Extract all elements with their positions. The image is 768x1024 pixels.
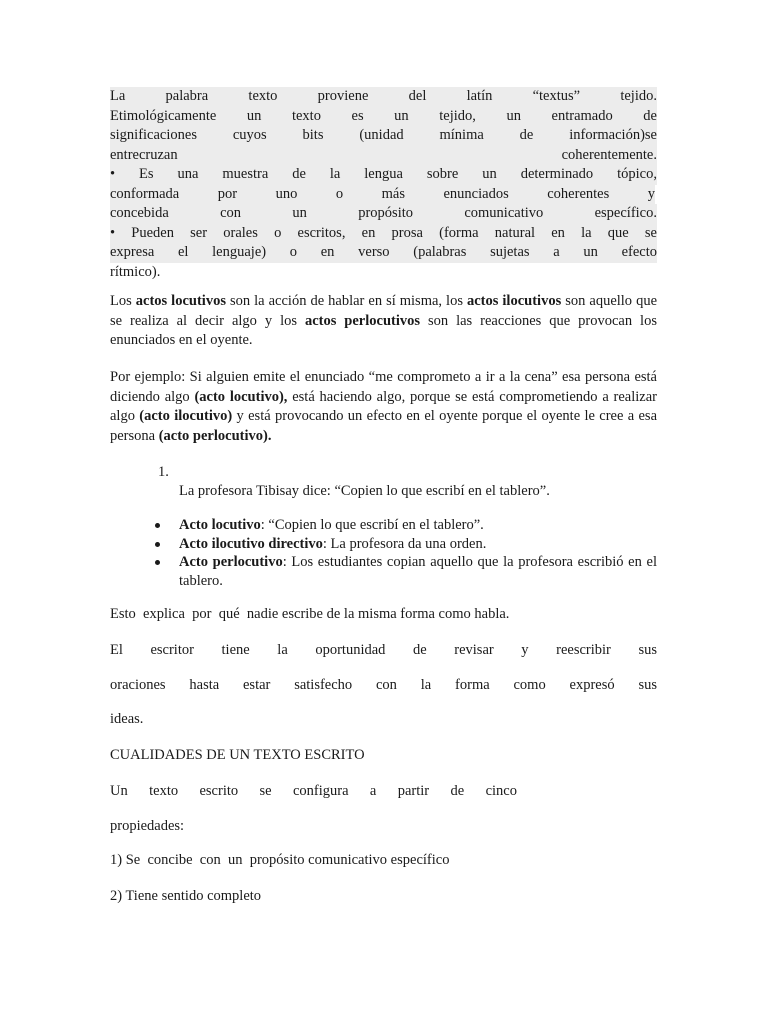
intro-line: Etimológicamente un texto es un tejido, un entramado de: [110, 107, 657, 127]
list-item: [155, 553, 657, 590]
acts-bullet-list: [155, 516, 657, 590]
bold-term: (acto perlocutivo).: [158, 427, 272, 444]
text-span: son aquello que se realiza al decir algo y los: [110, 293, 658, 329]
bullet-text: : Los estudiantes copian aquello que la profesora escribió en el tablero.: [179, 554, 657, 589]
bullet-label: Acto locutivo: [179, 517, 261, 533]
intro-line: • Pueden ser orales o escritos, en prosa (forma natural en la que se: [110, 224, 657, 244]
text-span: son las reacciones que provocan los enunciados en el oyente.: [110, 312, 657, 348]
bold-term: actos locutivos: [135, 293, 226, 309]
text-span: y está provocando un efecto en el oyente porque el oyente le cree a esa persona: [110, 408, 658, 444]
intro-line: expresa el lenguaje) o en verso (palabras sujetas a un efecto: [110, 243, 657, 263]
config-line: Un texto escrito se configura a partir de cinco: [110, 783, 517, 799]
list-item: [155, 535, 657, 554]
explain-sentence: Esto explica por qué nadie escribe de la misma forma como habla.: [110, 606, 510, 622]
numbered-item-text: La profesora Tibisay dice: “Copien lo que escribí en el tablero”.: [179, 483, 550, 499]
text-span: está haciendo algo, porque se está comprometiendo a realizar algo: [110, 388, 657, 424]
bullet-label: Acto perlocutivo: [179, 554, 283, 570]
text-span: Por ejemplo: Si alguien emite el enunciado “me comprometo a ir a la cena” esa persona está diciendo algo: [110, 369, 657, 405]
bullet-icon: [155, 560, 160, 565]
writer-line: ideas.: [110, 711, 144, 727]
bold-term: actos perlocutivos: [304, 312, 421, 329]
intro-line-right: coherentemente.: [561, 146, 657, 163]
acts-paragraph: [110, 292, 657, 351]
list-item: [155, 516, 657, 535]
intro-line: significaciones cuyos bits (unidad mínima de información)se: [110, 126, 657, 146]
intro-line: rítmico).: [110, 263, 161, 280]
bullet-label: Acto ilocutivo directivo: [179, 535, 323, 552]
bullet-text: : La profesora da una orden.: [322, 535, 487, 552]
bullet-icon: [155, 523, 160, 528]
intro-line: conformada por uno o más enunciados coherentes y: [110, 185, 655, 205]
intro-line-left: entrecruzan: [110, 146, 178, 163]
bold-term: (acto locutivo),: [194, 388, 288, 405]
list-number: 1.: [158, 464, 169, 480]
config-line: propiedades:: [110, 818, 185, 834]
bullet-text: : “Copien lo que escribí en el tablero”.: [260, 517, 484, 533]
property-item: 1) Se concibe con un propósito comunicativo específico: [110, 852, 450, 868]
section-heading: CUALIDADES DE UN TEXTO ESCRITO: [110, 747, 365, 763]
property-item: 2) Tiene sentido completo: [110, 888, 262, 904]
intro-block: [110, 87, 657, 282]
example-paragraph: [110, 368, 657, 446]
intro-line: La palabra texto proviene del latín “textus” tejido.: [110, 87, 657, 107]
intro-line-split: [110, 146, 657, 166]
text-span: son la acción de hablar en sí misma, los: [225, 293, 467, 309]
bullet-icon: [155, 542, 160, 547]
intro-line: concebida con un propósito comunicativo específico.: [110, 204, 657, 224]
intro-line: • Es una muestra de la lengua sobre un determinado tópico,: [110, 165, 657, 185]
writer-line: oraciones hasta estar satisfecho con la forma como expresó sus: [110, 677, 657, 693]
text-span: Los: [110, 293, 136, 309]
writer-line: El escritor tiene la oportunidad de revisar y reescribir sus: [110, 642, 657, 658]
bold-term: actos ilocutivos: [466, 293, 562, 309]
bold-term: (acto ilocutivo): [139, 408, 233, 424]
